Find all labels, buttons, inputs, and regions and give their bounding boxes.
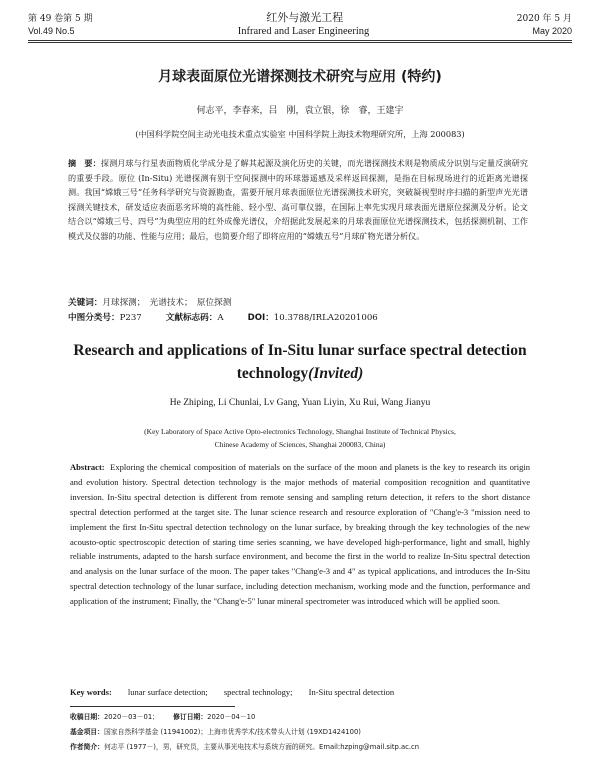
doi-value: 10.3788/IRLA20201006 (273, 313, 378, 323)
fund-label: 基金项目： (70, 728, 104, 736)
revised-date: 2020－04－10 (207, 713, 256, 721)
clc-label: 中图分类号： (68, 313, 120, 323)
volume-issue-cn: 第 49 卷第 5 期 (28, 13, 93, 24)
footnote-dates (70, 711, 560, 721)
en-abstract-label: Abstract: (70, 462, 105, 472)
volume-issue-en: Vol.49 No.5 (28, 26, 75, 36)
doi-label: DOI： (247, 313, 274, 323)
footnote-author (70, 741, 560, 751)
cn-keywords (68, 296, 231, 308)
cn-keywords-text: 月球探测； 光谱技术； 原位探测 (102, 298, 232, 308)
running-header-cn (28, 10, 572, 24)
author-bio-text: 何志平 (1977－)，男，研究员，主要从事光电技术与系统方面的研究。Email:hzping@mail.sitp.ac.cn (103, 743, 420, 751)
date-en: May 2020 (532, 26, 572, 36)
en-affiliation (0, 426, 600, 451)
en-title-suffix: (Invited) (308, 365, 364, 382)
footnote-fund (70, 726, 560, 736)
en-authors: He Zhiping, Li Chunlai, Lv Gang, Yuan Liyin, Xu Rui, Wang Jianyu (169, 398, 431, 408)
received-label: 收稿日期： (70, 713, 104, 721)
en-keyword: In-Situ spectral detection (308, 687, 395, 697)
author-bio-label: 作者简介： (70, 743, 104, 751)
doc-code-value: A (217, 313, 224, 323)
en-keyword: lunar surface detection; (127, 687, 208, 697)
revised-label: 修订日期： (173, 713, 208, 721)
journal-name-cn: 红外与激光工程 (266, 11, 344, 24)
cn-keywords-label: 关键词： (68, 298, 103, 308)
en-abstract (70, 460, 530, 609)
cn-title: 月球表面原位光谱探测技术研究与应用 (特约) (158, 69, 442, 85)
running-header-en (28, 24, 572, 38)
cn-abstract-label: 摘 要： (68, 158, 101, 168)
header-divider (28, 40, 572, 41)
en-affiliation-line1: (Key Laboratory of Space Active Opto-electronics Technology, Shanghai Institute of Technical Physics, (144, 427, 456, 436)
cn-classification (68, 311, 378, 323)
footnote-divider (70, 706, 235, 707)
en-title (40, 339, 560, 385)
cn-affiliation: (中国科学院空间主动光电技术重点实验室 中国科学院上海技术物理研究所，上海 200083) (135, 129, 465, 139)
date-cn: 2020 年 5 月 (516, 13, 572, 24)
doc-code-label: 文献标志码： (165, 313, 218, 323)
received-date: 2020－03－01； (103, 713, 159, 721)
clc-value: P237 (119, 313, 142, 323)
cn-abstract (68, 156, 528, 244)
en-keywords (70, 687, 408, 697)
cn-abstract-text: 探测月球与行星表面物质化学成分是了解其起源及演化历史的关键，而光谱探测技术则是物质成分识别与定量反演研究的重要手段。原位 (In-Situ) 光谱探测有别于空间探测中的环球器遥感及采样返回探测，是指在目标现场进行的近距离光谱探测。我国“嫦娥三号”任务科学研究与资源勘查，需要开展月球表面原位光谱探测技术研究，突破凝视型时序扫描的新型声光光谱探测关键技术，研发适应表面恶劣环境的高性能、轻小型、高可靠仪器，在国际上率先实现月球表面光谱原位探测及分析。论文结合以“嫦娥三号、四号”为典型应用的红外成像光谱仪，介绍据此发展起来的月球表面原位光谱探测技术，包括探测机制、工作模式及仪器的功能、性能与应用；最后，也简要介绍了即将应用的“嫦娥五号”月球矿物光谱分析仪。 (68, 158, 528, 241)
cn-authors: 何志平，李春来，吕 刚，袁立银，徐 睿，王建宇 (196, 106, 404, 116)
en-abstract-text: Exploring the chemical composition of materials on the surface of the moon and planets is the key to research its origin and evolution history. Spectral detection technology is the major methods of material composition recognition and quantitative inversion. In-Situ spectral detection is different from remote sensing and sampling return detection, it refers to the short distance spectral detection performed at the target site. The lunar science research and resource exploration of "Chang'e-3 "mission need to implement the first In-Situ spectral detection technology on the lunar surface, by breaking through the key technologies of the new acousto-optic spectroscopic detection of staring time series scanning, we have developed high-performance, light and small, highly reliable instruments, adapted to the harsh surface environment, and become the first in the world to realize In-Situ spectral detection and analysis on the lunar surface of the moon. The paper takes "Chang'e-3 and 4" as typical applications, and introduces the In-Situ spectral detection technology of the lunar surface, including detection mechanism, working mode and the function, performance and application of the instrument; Finally, the "Chang'e-5" lunar mineral spectrometer was introduced which will be applied soon. (70, 462, 530, 607)
header-divider-thin (28, 42, 572, 43)
en-affiliation-line2: Chinese Academy of Sciences, Shanghai 200083, China) (214, 439, 386, 449)
fund-text: 国家自然科学基金 (11941002)；上海市优秀学术/技术带头人计划 (19XD1424100) (103, 728, 361, 736)
en-title-text: Research and applications of In-Situ lunar surface spectral detection technology (73, 342, 527, 382)
journal-name-en: Infrared and Laser Engineering (237, 25, 370, 37)
en-keywords-label: Key words: (70, 687, 112, 697)
en-keyword: spectral technology; (223, 687, 293, 697)
